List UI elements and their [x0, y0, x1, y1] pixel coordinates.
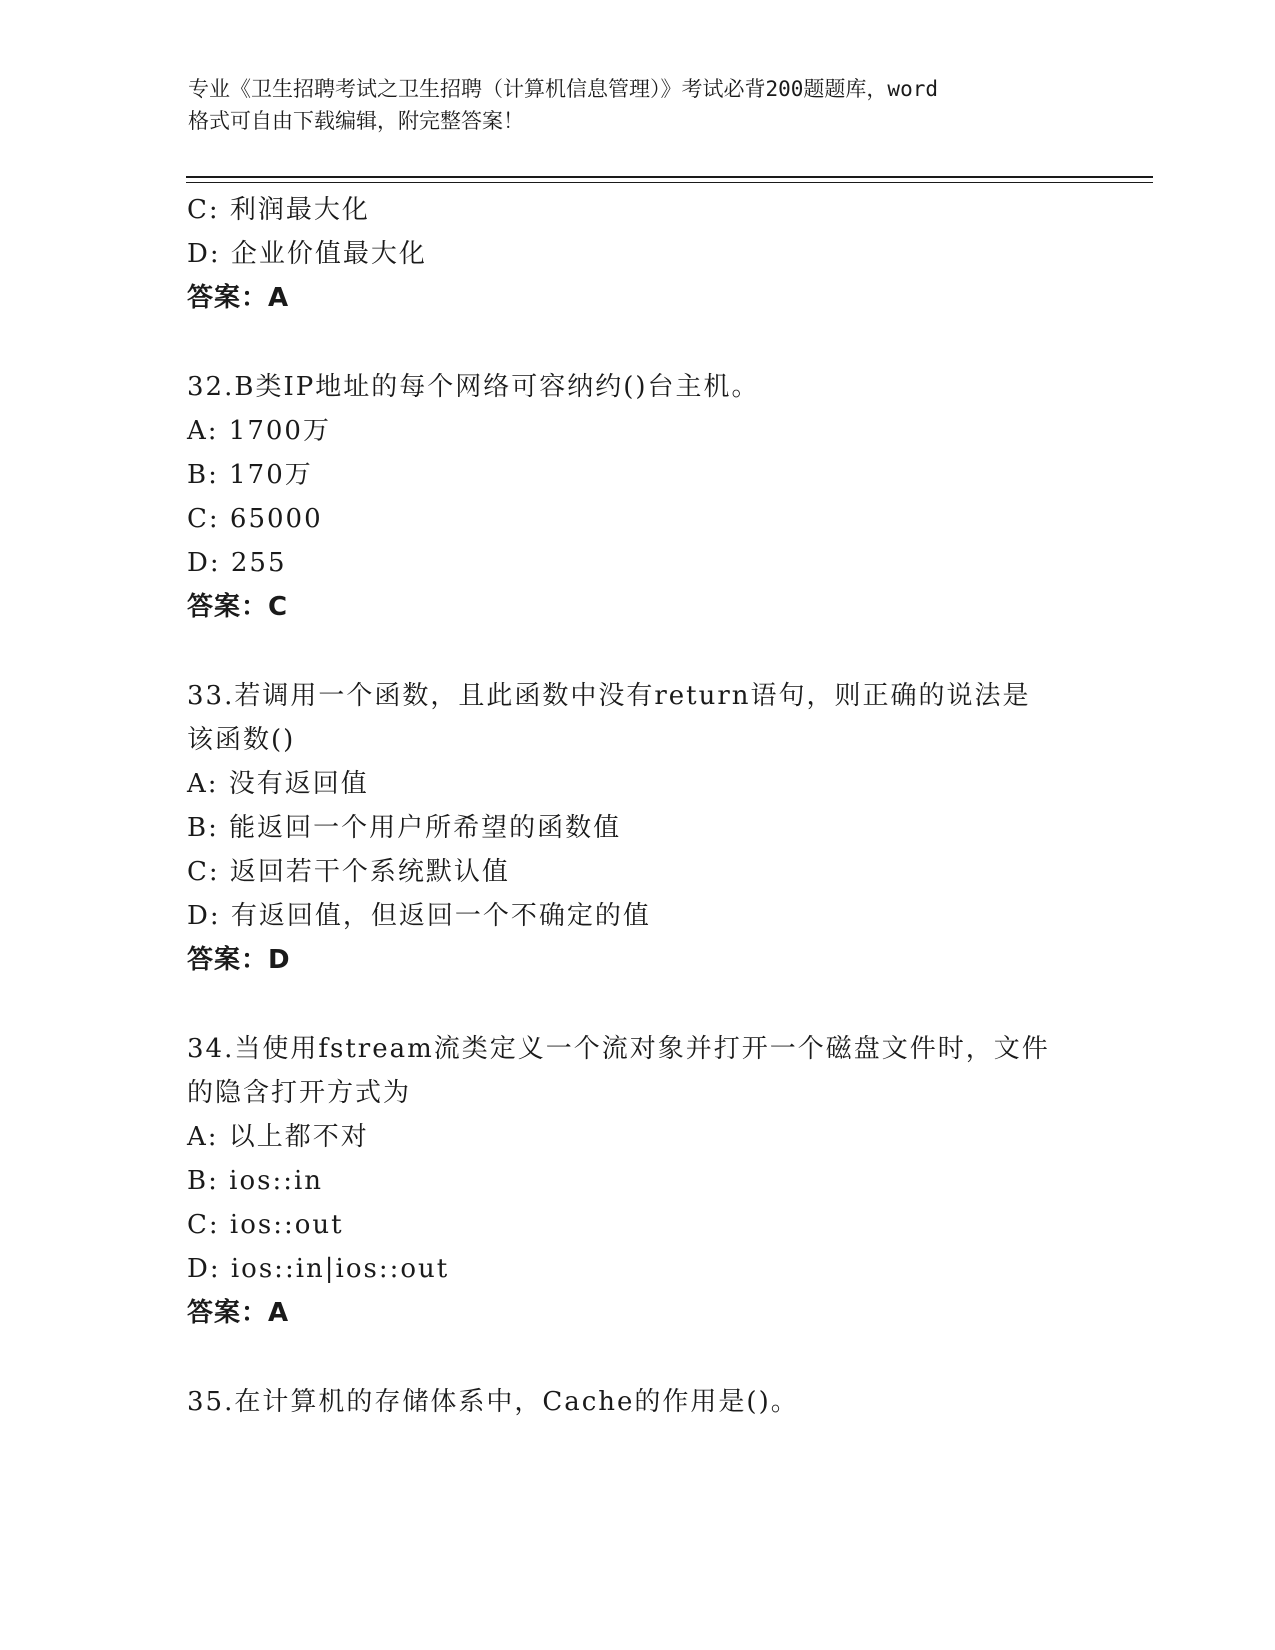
q34-option-d: D: ios::in|ios::out: [187, 1254, 450, 1284]
header-divider-thin: [186, 182, 1153, 183]
q32-option-b: B: 170万: [187, 460, 313, 490]
q31-option-d: D: 企业价值最大化: [187, 239, 427, 269]
q31-option-c: C: 利润最大化: [187, 195, 370, 225]
q32-answer: 答案：C: [187, 592, 289, 622]
q33-stem-line-1: 33.若调用一个函数，且此函数中没有return语句，则正确的说法是: [187, 681, 1031, 711]
q33-option-c: C: 返回若干个系统默认值: [187, 857, 510, 887]
header-title-line-2: 格式可自由下载编辑，附完整答案！: [188, 109, 524, 133]
q32-stem: 32.B类IP地址的每个网络可容纳约()台主机。: [187, 372, 760, 402]
q35-stem: 35.在计算机的存储体系中，Cache的作用是()。: [187, 1387, 799, 1417]
document-header: [188, 73, 1088, 137]
q34-stem-line-2: 的隐含打开方式为: [187, 1078, 412, 1108]
q34-stem-line-1: 34.当使用fstream流类定义一个流对象并打开一个磁盘文件时，文件: [187, 1034, 1050, 1064]
q33-answer: 答案：D: [187, 945, 291, 975]
header-divider-thick: [186, 176, 1153, 178]
q32-option-c: C: 65000: [187, 504, 323, 534]
q31-answer: 答案：A: [187, 283, 290, 313]
q33-option-d: D: 有返回值，但返回一个不确定的值: [187, 901, 651, 931]
q33-stem-line-2: 该函数(): [187, 725, 296, 755]
q33-option-b: B: 能返回一个用户所希望的函数值: [187, 813, 622, 843]
header-title-line-1: 专业《卫生招聘考试之卫生招聘（计算机信息管理）》考试必背200题题库，word: [188, 77, 938, 101]
q32-option-a: A: 1700万: [187, 416, 331, 446]
q32-option-d: D: 255: [187, 548, 287, 578]
q34-option-c: C: ios::out: [187, 1210, 344, 1240]
q34-answer: 答案：A: [187, 1298, 290, 1328]
q34-option-a: A: 以上都不对: [187, 1122, 369, 1152]
q34-option-b: B: ios::in: [187, 1166, 324, 1196]
q33-option-a: A: 没有返回值: [187, 769, 369, 799]
